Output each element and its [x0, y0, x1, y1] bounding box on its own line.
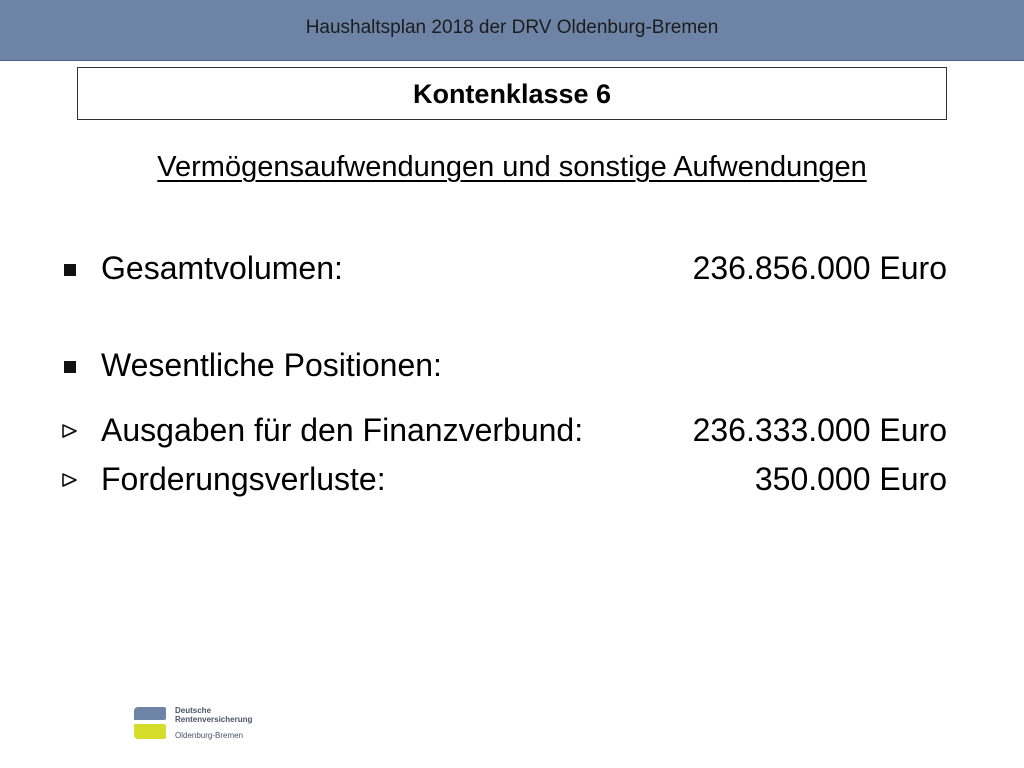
logo-mark-yellow — [134, 724, 166, 739]
square-icon — [64, 264, 76, 276]
logo-text-line3: Oldenburg-Bremen — [175, 731, 244, 740]
section-title: Kontenklasse 6 — [412, 79, 612, 109]
item-value: 236.856.000 Euro — [692, 250, 947, 286]
header-bar — [0, 0, 1024, 61]
item-label: Wesentliche Positionen: — [101, 347, 442, 383]
logo-text-line1: Deutsche — [175, 706, 212, 715]
section-subtitle-text: Vermögensaufwendungen und sonstige Aufwendungen — [157, 151, 867, 183]
presentation-title: Haushaltsplan 2018 der DRV Oldenburg-Bremen — [305, 17, 719, 38]
item-label: Ausgaben für den Finanzverbund: — [101, 412, 584, 448]
arrow-bullet-icon — [60, 465, 82, 495]
square-icon — [64, 361, 76, 373]
arrow-bullet-icon — [60, 416, 82, 446]
item-value: 236.333.000 Euro — [692, 412, 947, 448]
section-title-box — [77, 67, 947, 120]
list-item-finanzverbund — [60, 412, 950, 452]
section-subtitle — [0, 151, 1024, 184]
logo-mark-blue — [134, 707, 166, 720]
list-item-forderungsverluste — [60, 461, 950, 501]
item-label: Forderungsverluste: — [101, 461, 386, 497]
logo-text-line2: Rentenversicherung — [175, 715, 253, 724]
list-item-wesentliche-positionen — [60, 347, 950, 387]
list-item-gesamtvolumen — [60, 250, 950, 290]
item-value: 350.000 Euro — [754, 461, 947, 497]
item-label: Gesamtvolumen: — [101, 250, 343, 286]
drv-logo — [134, 704, 264, 744]
